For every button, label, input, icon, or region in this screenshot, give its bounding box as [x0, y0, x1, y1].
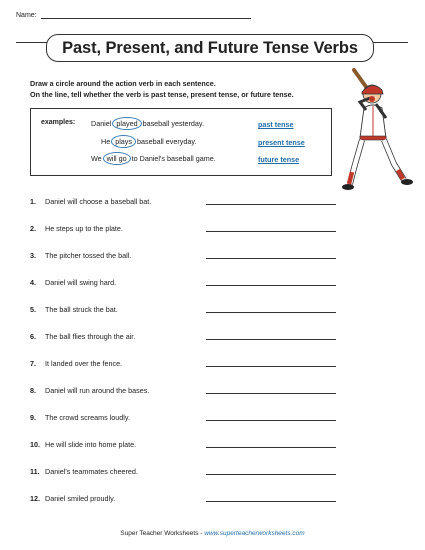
answer-line[interactable]: [206, 447, 336, 448]
question-text: It landed over the fence.: [45, 358, 123, 368]
question-row: [30, 331, 340, 341]
question-number: 10.: [30, 439, 40, 449]
question-number: 6.: [30, 331, 36, 341]
name-line[interactable]: [41, 10, 251, 19]
answer-line[interactable]: [206, 393, 336, 394]
answer-line[interactable]: [206, 204, 336, 205]
question-row: [30, 466, 340, 476]
answer-line[interactable]: [206, 231, 336, 232]
example-answer: past tense: [258, 120, 294, 129]
question-number: 2.: [30, 223, 36, 233]
answer-line[interactable]: [206, 474, 336, 475]
example-row: [91, 152, 216, 165]
example-answer: future tense: [258, 155, 300, 164]
example-answer: present tense: [258, 138, 305, 147]
question-number: 5.: [30, 304, 36, 314]
question-text: Daniel will run around the bases.: [45, 385, 150, 395]
name-label: Name:: [16, 12, 37, 19]
answer-line[interactable]: [206, 258, 336, 259]
baseball-player-illustration: [342, 68, 414, 192]
question-row: [30, 439, 340, 449]
answer-line[interactable]: [206, 366, 336, 367]
question-row: [30, 304, 340, 314]
example-verb-circled: plays: [111, 135, 136, 148]
footer-separator: -: [198, 530, 205, 537]
answer-line[interactable]: [206, 420, 336, 421]
question-number: 8.: [30, 385, 36, 395]
question-number: 3.: [30, 250, 36, 260]
example-row: [91, 135, 196, 148]
question-text: The pitcher tossed the ball.: [45, 250, 132, 260]
instructions: [30, 78, 294, 100]
question-number: 7.: [30, 358, 36, 368]
question-number: 11.: [30, 466, 40, 476]
page-title: Past, Present, and Future Tense Verbs: [46, 34, 374, 62]
question-row: [30, 277, 340, 287]
example-row: [91, 117, 204, 130]
answer-line[interactable]: [206, 339, 336, 340]
example-after: baseball yesterday.: [142, 119, 204, 128]
answer-line[interactable]: [206, 285, 336, 286]
example-after: to Daniel's baseball game.: [131, 154, 216, 163]
question-row: [30, 412, 340, 422]
examples-label: examples:: [41, 119, 76, 126]
question-row: [30, 196, 340, 206]
example-after: baseball everyday.: [136, 137, 197, 146]
examples-box: [30, 108, 332, 176]
question-text: The ball struck the bat.: [45, 304, 118, 314]
answer-line[interactable]: [206, 501, 336, 502]
question-row: [30, 223, 340, 233]
instruction-line-1: Draw a circle around the action verb in each sentence.: [30, 79, 216, 88]
example-before: He: [101, 137, 111, 146]
question-text: Daniel will choose a baseball bat.: [45, 196, 152, 206]
question-number: 1.: [30, 196, 36, 206]
example-verb-circled: played: [112, 117, 141, 130]
footer: [0, 530, 425, 537]
question-text: Daniel's teammates cheered.: [45, 466, 138, 476]
question-number: 9.: [30, 412, 36, 422]
question-text: The ball flies through the air.: [45, 331, 136, 341]
answer-line[interactable]: [206, 312, 336, 313]
question-row: [30, 493, 340, 503]
question-row: [30, 250, 340, 260]
question-row: [30, 358, 340, 368]
example-before: Daniel: [91, 119, 112, 128]
question-number: 12.: [30, 493, 40, 503]
question-text: Daniel smiled proudly.: [45, 493, 116, 503]
question-row: [30, 385, 340, 395]
question-text: He steps up to the plate.: [45, 223, 123, 233]
instruction-line-2: On the line, tell whether the verb is past tense, present tense, or future tense.: [30, 90, 294, 99]
footer-brand: Super Teacher Worksheets: [120, 530, 199, 537]
footer-url-link[interactable]: www.superteacherworksheets.com: [204, 530, 305, 537]
question-text: He will slide into home plate.: [45, 439, 137, 449]
question-text: The crowd screams loudly.: [45, 412, 130, 422]
question-text: Daniel will swing hard.: [45, 277, 117, 287]
example-before: We: [91, 154, 102, 163]
name-field[interactable]: [16, 10, 251, 19]
example-verb-circled: will go: [103, 152, 131, 165]
question-number: 4.: [30, 277, 36, 287]
